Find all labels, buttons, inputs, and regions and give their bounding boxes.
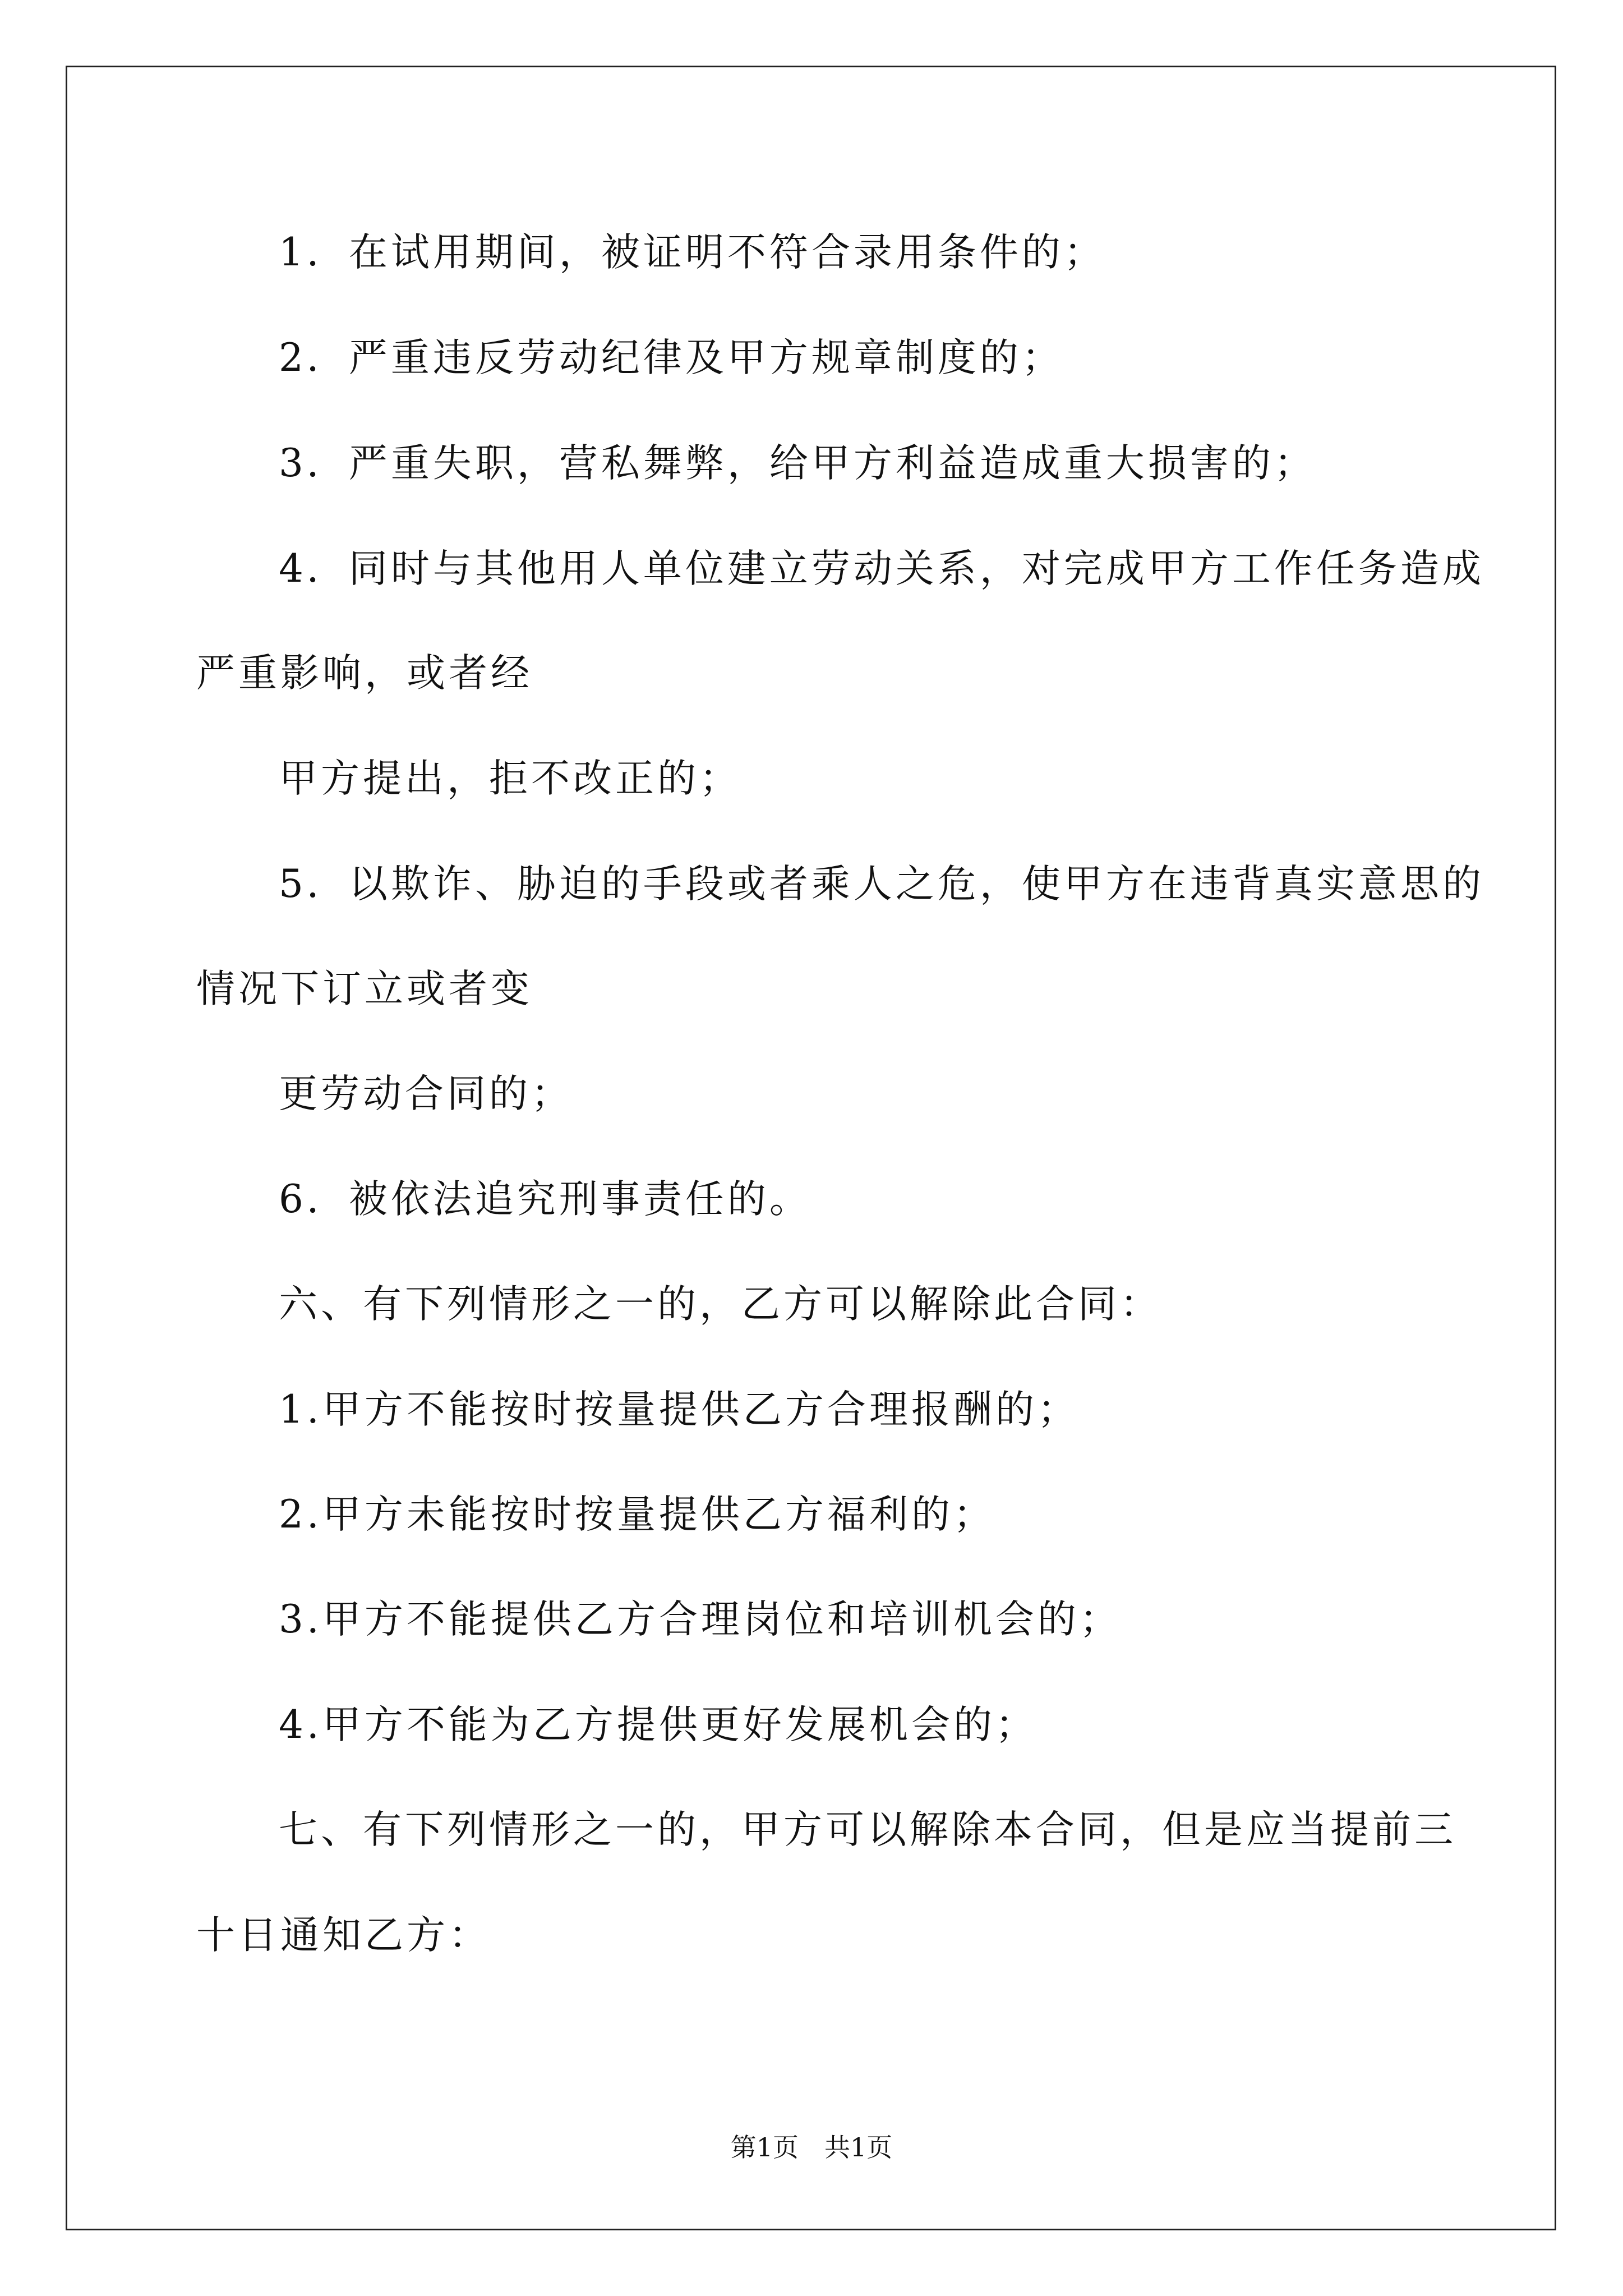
text-line: 十日通知乙方： xyxy=(196,1913,491,1958)
text-line: 5．以欺诈、胁迫的手段或者乘人之危，使甲方在违背真实意思的 xyxy=(279,862,1484,907)
text-line: 3.甲方不能提供乙方合理岗位和培训机会的； xyxy=(279,1597,1122,1642)
text-line: 2．严重违反劳动纪律及甲方规章制度的； xyxy=(279,335,1064,380)
text-line: 情况下订立或者变 xyxy=(196,967,533,1011)
text-line: 严重影响，或者经 xyxy=(196,651,533,696)
text-line: 甲方提出，拒不改正的； xyxy=(279,756,741,801)
text-line: 2.甲方未能按时按量提供乙方福利的； xyxy=(279,1492,995,1537)
text-line: 1．在试用期间，被证明不符合录用条件的； xyxy=(279,230,1106,275)
text-line: 七、有下列情形之一的，甲方可以解除本合同，但是应当提前三 xyxy=(279,1807,1456,1852)
text-line: 1.甲方不能按时按量提供乙方合理报酬的； xyxy=(279,1387,1080,1432)
text-line: 六、有下列情形之一的，乙方可以解除此合同： xyxy=(279,1282,1162,1327)
page-border xyxy=(66,66,1556,2230)
text-line: 3．严重失职，营私舞弊，给甲方利益造成重大损害的； xyxy=(279,441,1316,486)
text-line: 6．被依法追究刑事责任的。 xyxy=(279,1177,811,1222)
text-line: 4．同时与其他用人单位建立劳动关系，对完成甲方工作任务造成 xyxy=(279,546,1484,591)
text-line: 4.甲方不能为乙方提供更好发展机会的； xyxy=(279,1703,1038,1747)
text-line: 更劳动合同的； xyxy=(279,1071,573,1116)
page-footer: 第1页 共1页 xyxy=(730,2132,893,2162)
